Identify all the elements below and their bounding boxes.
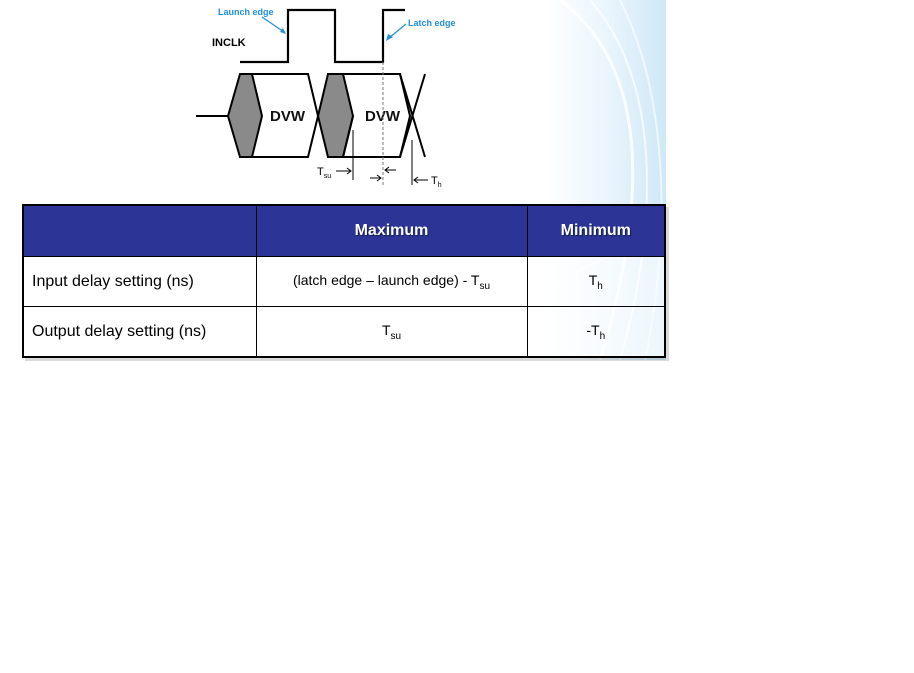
header-empty-cell [23, 205, 256, 257]
dvw-label-1: DVW [270, 108, 305, 125]
timing-diagram [190, 0, 470, 200]
row-label-input-delay: Input delay setting (ns) [23, 257, 256, 307]
inclk-waveform [240, 10, 405, 62]
launch-edge-arrowhead [280, 28, 286, 34]
input-delay-max: (latch edge – launch edge) - $T_{su}$ [256, 257, 527, 307]
setup-label: $T_{su}$ [317, 166, 332, 180]
output-delay-min: $-T_h$ [527, 307, 665, 358]
header-minimum: Minimum [527, 205, 665, 257]
transition-region-2 [318, 74, 353, 157]
latch-edge-label: Latch edge [408, 18, 456, 28]
table-row [23, 257, 665, 307]
header-maximum: Maximum [256, 205, 527, 257]
delay-settings-table [22, 204, 666, 358]
launch-edge-label: Launch edge [218, 7, 274, 17]
transition-region-1 [228, 74, 262, 157]
dvw-label-2: DVW [365, 108, 400, 125]
latch-edge-pointer [389, 24, 406, 38]
output-delay-max: $T_{su}$ [256, 307, 527, 358]
table-header-row [23, 205, 665, 257]
inclk-label: INCLK [212, 37, 246, 49]
hold-label: $T_h$ [431, 175, 442, 189]
row-label-output-delay: Output delay setting (ns) [23, 307, 256, 358]
input-delay-min: $T_h$ [527, 257, 665, 307]
table-row [23, 307, 665, 358]
launch-edge-pointer [262, 17, 284, 32]
